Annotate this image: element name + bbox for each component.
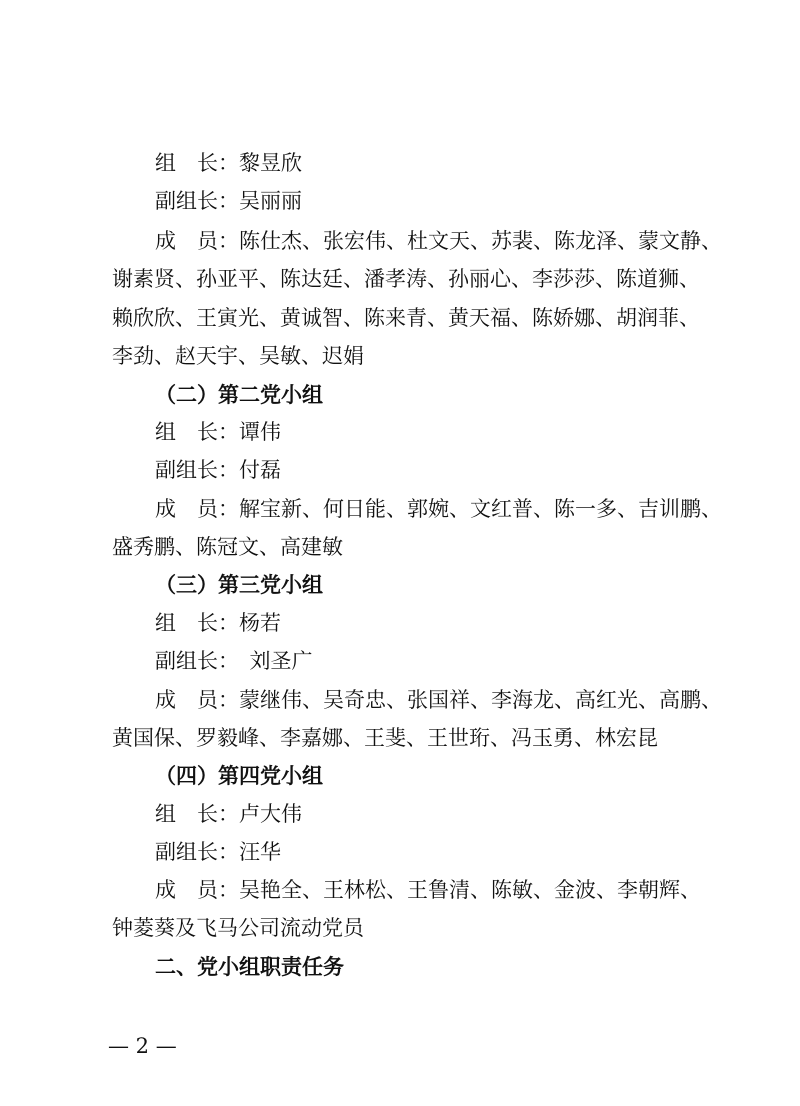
group1-members-line: 成 员：陈仕杰、张宏伟、杜文天、苏裴、陈龙泽、蒙文静、 xyxy=(155,229,722,253)
group2-members-line: 成 员：解宝新、何日能、郭婉、文红普、陈一多、吉训鹏、 xyxy=(155,497,722,521)
group2-members-line: 盛秀鹏、陈冠文、高建敏 xyxy=(112,535,343,559)
group2-leader: 组 长：谭伟 xyxy=(155,420,281,444)
group4-members-line: 钟菱葵及飞马公司流动党员 xyxy=(112,916,364,940)
group3-members-line: 黄国保、罗毅峰、李嘉娜、王斐、王世珩、冯玉勇、林宏昆 xyxy=(112,726,658,750)
group1-leader: 组 长：黎昱欣 xyxy=(155,151,302,175)
group1-members-line: 李劲、赵天宇、吴敏、迟娟 xyxy=(112,344,364,368)
group3-members-line: 成 员：蒙继伟、吴奇忠、张国祥、李海龙、高红光、高鹏、 xyxy=(155,688,722,712)
group4-leader: 组 长：卢大伟 xyxy=(155,802,302,826)
group1-members-line: 谢素贤、孙亚平、陈达廷、潘孝涛、孙丽心、李莎莎、陈道狮、 xyxy=(112,267,700,291)
group4-heading: （四）第四党小组 xyxy=(155,763,323,788)
group2-heading: （二）第二党小组 xyxy=(155,382,323,407)
group1-deputy-leader: 副组长：吴丽丽 xyxy=(155,189,302,213)
group3-heading: （三）第三党小组 xyxy=(155,572,323,597)
group1-members-line: 赖欣欣、王寅光、黄诚智、陈来青、黄天福、陈娇娜、胡润菲、 xyxy=(112,306,700,330)
section-heading: 二、党小组职责任务 xyxy=(155,954,344,979)
group3-deputy-leader: 副组长： 刘圣广 xyxy=(155,649,313,673)
page-number: — 2 — xyxy=(108,1034,177,1058)
group3-leader: 组 长：杨若 xyxy=(155,611,281,635)
group4-members-line: 成 员：吴艳全、王林松、王鲁清、陈敏、金波、李朝辉、 xyxy=(155,878,701,902)
group2-deputy-leader: 副组长：付磊 xyxy=(155,458,281,482)
group4-deputy-leader: 副组长：汪华 xyxy=(155,840,281,864)
